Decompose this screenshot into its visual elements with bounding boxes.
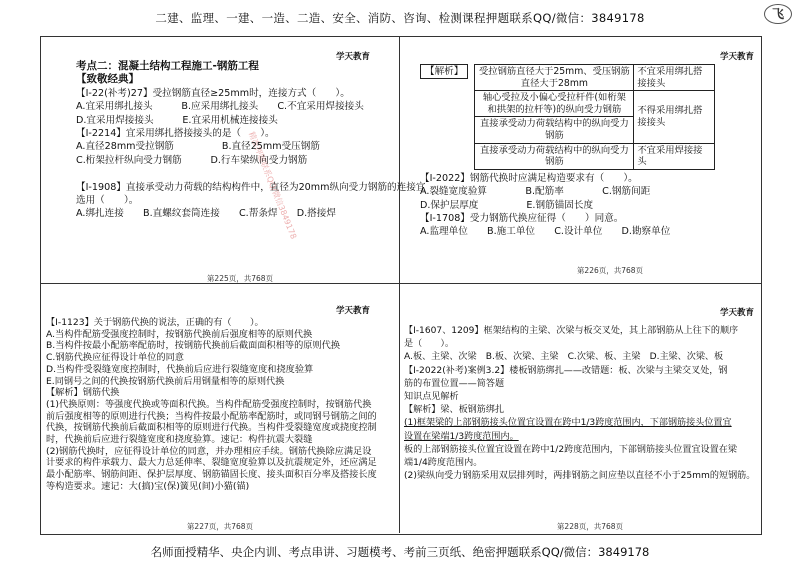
brand-logo: 学天教育 — [720, 52, 755, 62]
table-cell: 受拉钢筋直径大于25mm、受压钢筋直径大于28mm — [475, 65, 634, 91]
question-line: 【Ⅰ-2022】钢筋代换时应满足构造要求有（ ）。 — [420, 172, 638, 184]
question-line: 【Ⅰ-2022(补考)案例3.2】楼板钢筋绑扎——改错题：板、次梁与主梁交叉处，钢 — [404, 365, 728, 376]
analysis-tag: 【解析】 — [420, 64, 468, 79]
page-header: 二建、监理、一建、一造、二造、安全、消防、咨询、检测课程押题联系QQ/微信：3849178 — [155, 11, 645, 25]
table-cell: 不宜采用绑扎搭接接头 — [634, 65, 715, 91]
table-cell: 轴心受拉及小偏心受拉杆件(如桁架和拱架的拉杆等)的纵向受力钢筋 — [475, 91, 634, 117]
question-line: 【Ⅰ-2214】宜采用绑扎搭接接头的是（ ）。 — [76, 128, 275, 140]
option-line: A.板、主梁、次梁 B.板、次梁、主梁 C.次梁、板、主梁 D.主梁、次梁、板 — [404, 352, 724, 363]
question-line: 筋的布置位置——简答题 — [404, 378, 505, 389]
question-line: 【Ⅰ-22(补考)27】受拉钢筋直径≥25mm时，连接方式（ ）。 — [76, 87, 350, 99]
section-title: 考点二：混凝土结构工程施工-钢筋工程 — [76, 60, 259, 72]
analysis-line: 【解析】钢筋代换 — [46, 387, 120, 399]
option-line: C.桁架拉杆纵向受力钢筋 D.行车梁纵向受力钢筋 — [76, 154, 308, 166]
analysis-line: 端1/4跨度范围内。 — [404, 458, 483, 469]
question-line: 【Ⅰ-1908】直接承受动力荷载的结构构件中，直径为20mm纵向受力钢筋的连接宜 — [76, 181, 426, 193]
spacer — [76, 167, 425, 180]
note-line: 知识点见解析 — [404, 392, 459, 403]
question-line: 【Ⅰ-1708】受力钢筋代换应征得（ ）同意。 — [420, 212, 624, 224]
corner-logo-icon: 飞 — [764, 4, 792, 24]
question-line: 是（ ）。 — [404, 339, 455, 350]
option-line: A.直径28mm受拉钢筋 B.直径25mm受压钢筋 — [76, 141, 320, 153]
page-footer: 名师面授精华、央企内训、考点串讲、习题模考、考前三页纸、绝密押题联系QQ/微信：3849178 — [150, 545, 650, 559]
option-line: C.钢筋代换应征得设计单位的同意 — [46, 352, 184, 364]
section-heading: 【致敬经典】 — [76, 73, 139, 86]
option-line: D.当构件受裂缝宽度控制时，代换前后应进行裂缝宽度和挠度验算 — [46, 363, 314, 375]
analysis-line: (2)梁纵向受力钢筋采用双层排列时，两排钢筋之间应垫以直径不小于25mm的短钢筋。 — [404, 471, 756, 482]
brand-logo: 学天教育 — [336, 306, 371, 316]
option-line: D.保护层厚度 E.钢筋锚固长度 — [420, 199, 594, 211]
analysis-table — [474, 64, 715, 170]
table-row — [475, 91, 715, 117]
panel-page-226 — [420, 64, 715, 239]
table-cell: 不宜采用焊接接头 — [634, 143, 715, 169]
panel-page-228 — [404, 325, 755, 483]
table-cell: 直接承受动力荷载结构中的纵向受力钢筋 — [475, 117, 634, 143]
panel-page-227 — [46, 317, 377, 493]
table-cell: 直接承受动力荷载结构中的纵向受力钢筋 — [475, 143, 634, 169]
option-line: A.绑扎连接 B.直螺纹套筒连接 C.帮条焊 D.搭接焊 — [76, 208, 336, 220]
analysis-line: 等构造要求。速记：大(搞)宝(保)簧见(间)小猫(锚) — [46, 480, 250, 492]
page-number: 第228页，共768页 — [556, 522, 624, 531]
table-row — [475, 143, 715, 169]
analysis-line: 计要求的构件承载力、最大力总延伸率、裂缝宽度验算以及抗震规定外，还应满足 — [46, 457, 377, 469]
table-cell: 不得采用绑扎搭接接头 — [634, 91, 715, 143]
option-line: A.裂缝宽度验算 B.配筋率 C.钢筋间距 — [420, 186, 651, 198]
brand-logo: 学天教育 — [336, 52, 371, 62]
brand-logo: 学天教育 — [720, 308, 755, 318]
analysis-line: 板的上部钢筋接头位置宜设置在跨中1/2跨度范围内，下部钢筋接头位置宜设置在梁 — [404, 444, 737, 455]
page-number: 第227页，共768页 — [186, 522, 254, 531]
watermark: 精准押题联系QQ/微信3849178 — [246, 130, 299, 241]
analysis-line: (1)代换原则：等强度代换或等面积代换。当构件配筋受强度控制时，按钢筋代换 — [46, 398, 372, 410]
option-line: E.同钢号之间的代换按钢筋代换前后用钢量相等的原则代换 — [46, 375, 285, 387]
question-line: 选用（ ）。 — [76, 195, 139, 207]
analysis-line: 【解析】梁、板钢筋绑扎 — [404, 405, 505, 416]
page-number: 第225页，共768页 — [206, 274, 274, 283]
option-line: A.当构件配筋受强度控制时，按钢筋代换前后强度相等的原则代换 — [46, 328, 313, 340]
question-line: 【Ⅰ-1607、1209】框架结构的主梁、次梁与板交叉处，其上部钢筋从上往下的顺序 — [404, 326, 739, 336]
page-number: 第226页，共768页 — [576, 266, 644, 275]
analysis-line: 时，代换前后应进行裂缝宽度和挠度验算。速记：构件抗震大裂缝 — [46, 434, 313, 446]
table-row — [475, 65, 715, 91]
option-line: A.宜采用绑扎接头 B.应采用绑扎接头 C.不宜采用焊接接头 — [76, 101, 364, 113]
panel-page-225 — [76, 60, 425, 221]
option-line: A.监理单位 B.施工单位 C.设计单位 D.勘察单位 — [420, 226, 671, 238]
question-line: 【Ⅰ-1123】关于钢筋代换的说法，正确的有（ ）。 — [46, 317, 264, 328]
horizontal-divider — [40, 283, 762, 284]
analysis-line: 设置在梁端1/3跨度范围内。 — [404, 431, 519, 442]
analysis-line: 最小配筋率、钢筋间距、保护层厚度、钢筋锚固长度、接头面积百分率及搭接长度 — [46, 469, 377, 481]
option-line: D.宜采用焊接接头 E.宜采用机械连接接头 — [76, 114, 278, 126]
analysis-line: 前后强度相等的原则进行代换；当构件按最小配筋率配筋时，或同钢号钢筋之间的 — [46, 410, 377, 422]
analysis-line: (1)框架梁的上部钢筋接头位置宜设置在跨中1/3跨度范围内，下部钢筋接头位置宜 — [404, 418, 732, 429]
analysis-line: (2)钢筋代换时，应征得设计单位的同意，并办理相应手续。钢筋代换除应满足设 — [46, 445, 372, 457]
analysis-line: 代换，按钢筋代换前后截面积相等的原则进行代换。当构件受裂缝宽度或挠度控制 — [46, 422, 377, 434]
option-line: B.当构件按最小配筋率配筋时，按钢筋代换前后截面面积相等的原则代换 — [46, 340, 341, 352]
